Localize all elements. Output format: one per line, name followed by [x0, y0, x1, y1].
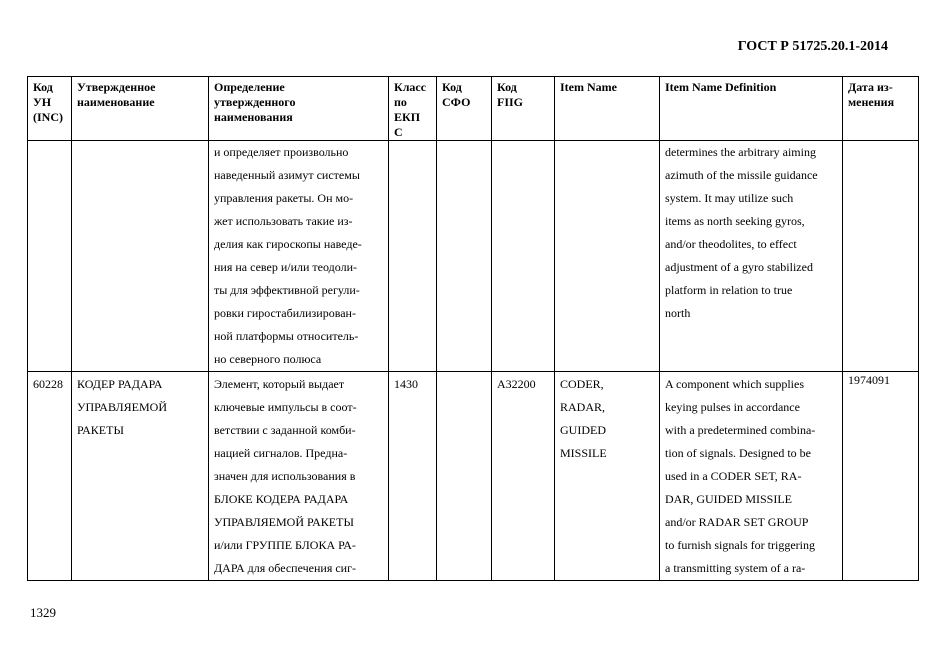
- cell-text-line: A component which supplies: [665, 377, 804, 391]
- cell-text-line: tion of signals. Designed to be: [665, 446, 811, 460]
- header-text-line: Item Name Definition: [665, 80, 777, 94]
- cell-fiig: [492, 141, 555, 372]
- cell-text-line: КОДЕР РАДАРА: [77, 377, 163, 391]
- header-approved-name: [72, 77, 209, 141]
- cell-text-line: GUIDED: [560, 423, 606, 437]
- cell-item-name: [555, 372, 660, 581]
- cell-sfo: [437, 141, 492, 372]
- cell-approved-name: [72, 372, 209, 581]
- table-header-row: [28, 77, 919, 141]
- cell-text-line: УПРАВЛЯЕМОЙ РАКЕТЫ: [214, 515, 354, 529]
- cell-inc: [28, 141, 72, 372]
- cell-approved-name: [72, 141, 209, 372]
- cell-text-line: управления ракеты. Он мо-: [214, 191, 354, 205]
- cell-text-line: to furnish signals for triggering: [665, 538, 815, 552]
- cell-class: [389, 141, 437, 372]
- cell-text-line: наведенный азимут системы: [214, 168, 360, 182]
- cell-text-line: and/or RADAR SET GROUP: [665, 515, 809, 529]
- header-text-line: (INC): [33, 110, 63, 124]
- header-text-line: СФО: [442, 95, 471, 109]
- cell-text-line: items as north seeking gyros,: [665, 214, 805, 228]
- header-text-line: Код: [497, 80, 517, 94]
- header-text-line: Определение: [214, 80, 285, 94]
- cell-text-line: keying pulses in accordance: [665, 400, 800, 414]
- cell-text-line: azimuth of the missile guidance: [665, 168, 818, 182]
- header-fiig: [492, 77, 555, 141]
- header-text-line: ЕКП: [394, 110, 421, 124]
- cell-text-line: a transmitting system of a ra-: [665, 561, 806, 575]
- header-text-line: Item Name: [560, 80, 617, 94]
- cell-text-line: ключевые импульсы в соот-: [214, 400, 357, 414]
- cell-class: 1430: [389, 372, 437, 581]
- header-text-line: по: [394, 95, 407, 109]
- cell-fiig: A32200: [492, 372, 555, 581]
- document-code: ГОСТ Р 51725.20.1-2014: [737, 39, 888, 54]
- cell-inc: 60228: [28, 372, 72, 581]
- cell-text-line: north: [665, 306, 691, 320]
- cell-text-line: MISSILE: [560, 446, 607, 460]
- cell-text-line: ДАРА для обеспечения сиг-: [214, 561, 357, 575]
- cell-text-line: жет использовать такие из-: [214, 214, 353, 228]
- cell-text-line: determines the arbitrary aiming: [665, 145, 816, 159]
- cell-text-line: used in a CODER SET, RA-: [665, 469, 802, 483]
- header-text-line: Дата из-: [848, 80, 893, 94]
- header-item-name-definition: [660, 77, 843, 141]
- cell-text-line: with a predetermined combina-: [665, 423, 816, 437]
- cell-text-line: ровки гиростабилизирован-: [214, 306, 356, 320]
- cell-name-definition: [209, 372, 389, 581]
- table-row: [28, 372, 919, 581]
- cell-text-line: ветствии с заданной комби-: [214, 423, 356, 437]
- header-name-definition: [209, 77, 389, 141]
- header-text-line: наименования: [214, 110, 293, 124]
- cell-name-definition: [209, 141, 389, 372]
- cell-text-line: делия как гироскопы наведе-: [214, 237, 362, 251]
- header-item-name: [555, 77, 660, 141]
- header-text-line: УН: [33, 95, 52, 109]
- cell-text-line: RADAR,: [560, 400, 606, 414]
- cell-change-date: [843, 141, 919, 372]
- cell-item-name: [555, 141, 660, 372]
- cell-text-line: но северного полюса: [214, 352, 322, 366]
- cell-sfo: [437, 372, 492, 581]
- header-change-date: [843, 77, 919, 141]
- cell-text-line: system. It may utilize such: [665, 191, 794, 205]
- header-text-line: Код: [33, 80, 53, 94]
- cell-text-line: Элемент, который выдает: [214, 377, 345, 391]
- header-text-line: утвержденного: [214, 95, 296, 109]
- cell-text-line: adjustment of a gyro stabilized: [665, 260, 813, 274]
- header-inc: [28, 77, 72, 141]
- cell-text-line: УПРАВЛЯЕМОЙ: [77, 400, 167, 414]
- header-text-line: Класс: [394, 80, 427, 94]
- cell-change-date: 1974091: [843, 372, 919, 581]
- cell-text-line: DAR, GUIDED MISSILE: [665, 492, 792, 506]
- cell-text-line: нацией сигналов. Предна-: [214, 446, 348, 460]
- cell-text-line: РАКЕТЫ: [77, 423, 124, 437]
- cell-text-line: ты для эффективной регули-: [214, 283, 360, 297]
- cell-text-line: значен для использования в: [214, 469, 356, 483]
- cell-text-line: БЛОКЕ КОДЕРА РАДАРА: [214, 492, 349, 506]
- cell-item-name-definition: [660, 141, 843, 372]
- catalog-table: [27, 76, 919, 581]
- cell-text-line: ной платформы относитель-: [214, 329, 359, 343]
- header-text-line: С: [394, 125, 403, 139]
- cell-text-line: и/или ГРУППЕ БЛОКА РА-: [214, 538, 356, 552]
- header-class: [389, 77, 437, 141]
- header-text-line: FIIG: [497, 95, 524, 109]
- header-sfo: [437, 77, 492, 141]
- cell-text-line: CODER,: [560, 377, 604, 391]
- header-text-line: наименование: [77, 95, 155, 109]
- cell-text-line: platform in relation to true: [665, 283, 793, 297]
- page-number: 1329: [30, 605, 56, 620]
- header-text-line: менения: [848, 95, 895, 109]
- cell-text-line: ния на север и/или теодоли-: [214, 260, 357, 274]
- table-row: [28, 141, 919, 372]
- cell-text-line: and/or theodolites, to effect: [665, 237, 797, 251]
- cell-item-name-definition: [660, 372, 843, 581]
- cell-text-line: и определяет произвольно: [214, 145, 349, 159]
- header-text-line: Код: [442, 80, 462, 94]
- header-text-line: Утвержденное: [77, 80, 156, 94]
